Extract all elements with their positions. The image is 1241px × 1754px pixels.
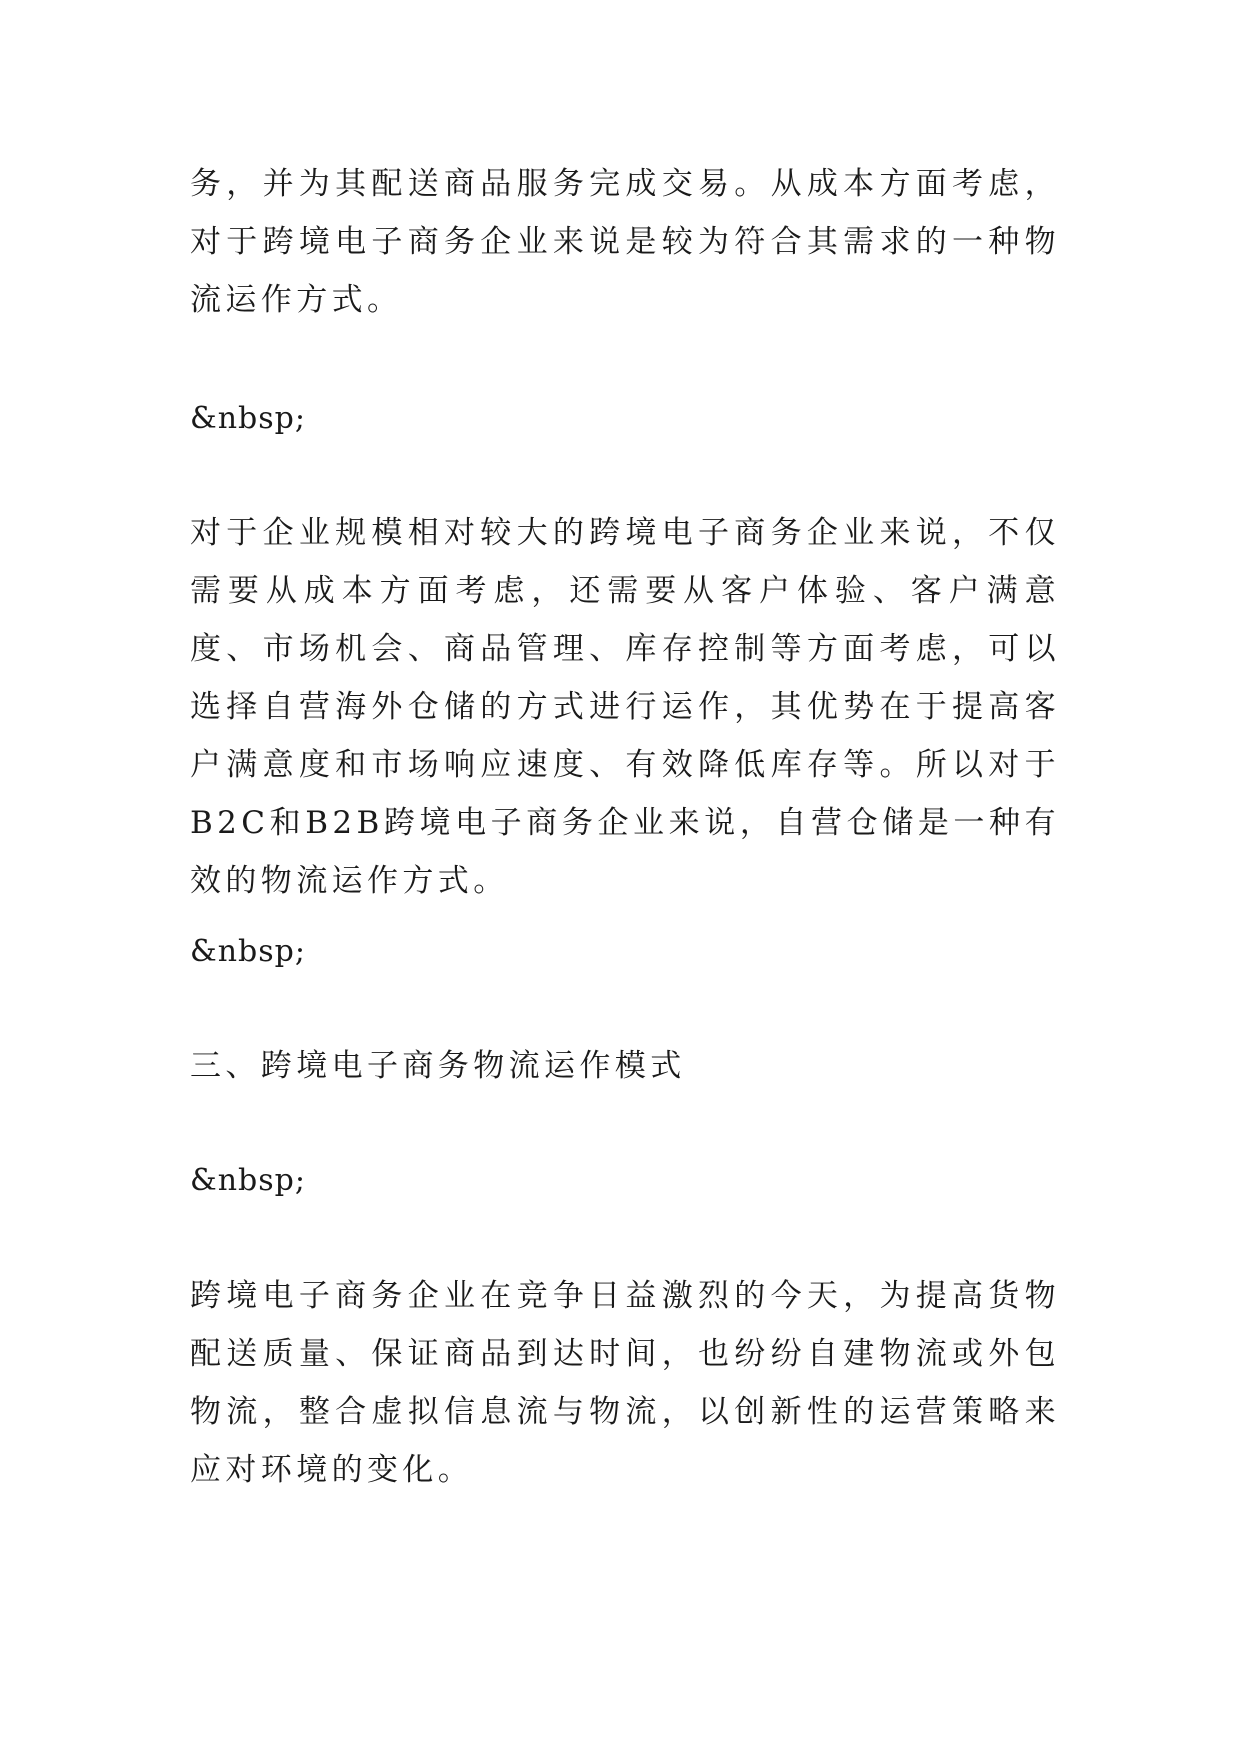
body-paragraph: 跨境电子商务企业在竞争日益激烈的今天，为提高货物配送质量、保证商品到达时间，也纷纷自建物流或外包物流，整合虚拟信息流与物流，以创新性的运营策略来应对环境的变化。 — [190, 1278, 1060, 1488]
nbsp-placeholder: &nbsp; — [190, 401, 306, 436]
body-paragraph: 务，并为其配送商品服务完成交易。从成本方面考虑，对于跨境电子商务企业来说是较为符合其需求的一种物流运作方式。 — [190, 166, 1060, 318]
nbsp-placeholder: &nbsp; — [190, 934, 306, 969]
section-heading: 三、跨境电子商务物流运作模式 — [190, 1048, 686, 1084]
nbsp-placeholder: &nbsp; — [190, 1163, 306, 1198]
body-paragraph: 对于企业规模相对较大的跨境电子商务企业来说，不仅需要从成本方面考虑，还需要从客户体验、客户满意度、市场机会、商品管理、库存控制等方面考虑，可以选择自营海外仓储的方式进行运作，其优势在于提高客户满意度和市场响应速度、有效降低库存等。所以对于B2C和B2B跨境电子商务企业来说，自营仓储是一种有效的物流运作方式。 — [190, 515, 1060, 899]
